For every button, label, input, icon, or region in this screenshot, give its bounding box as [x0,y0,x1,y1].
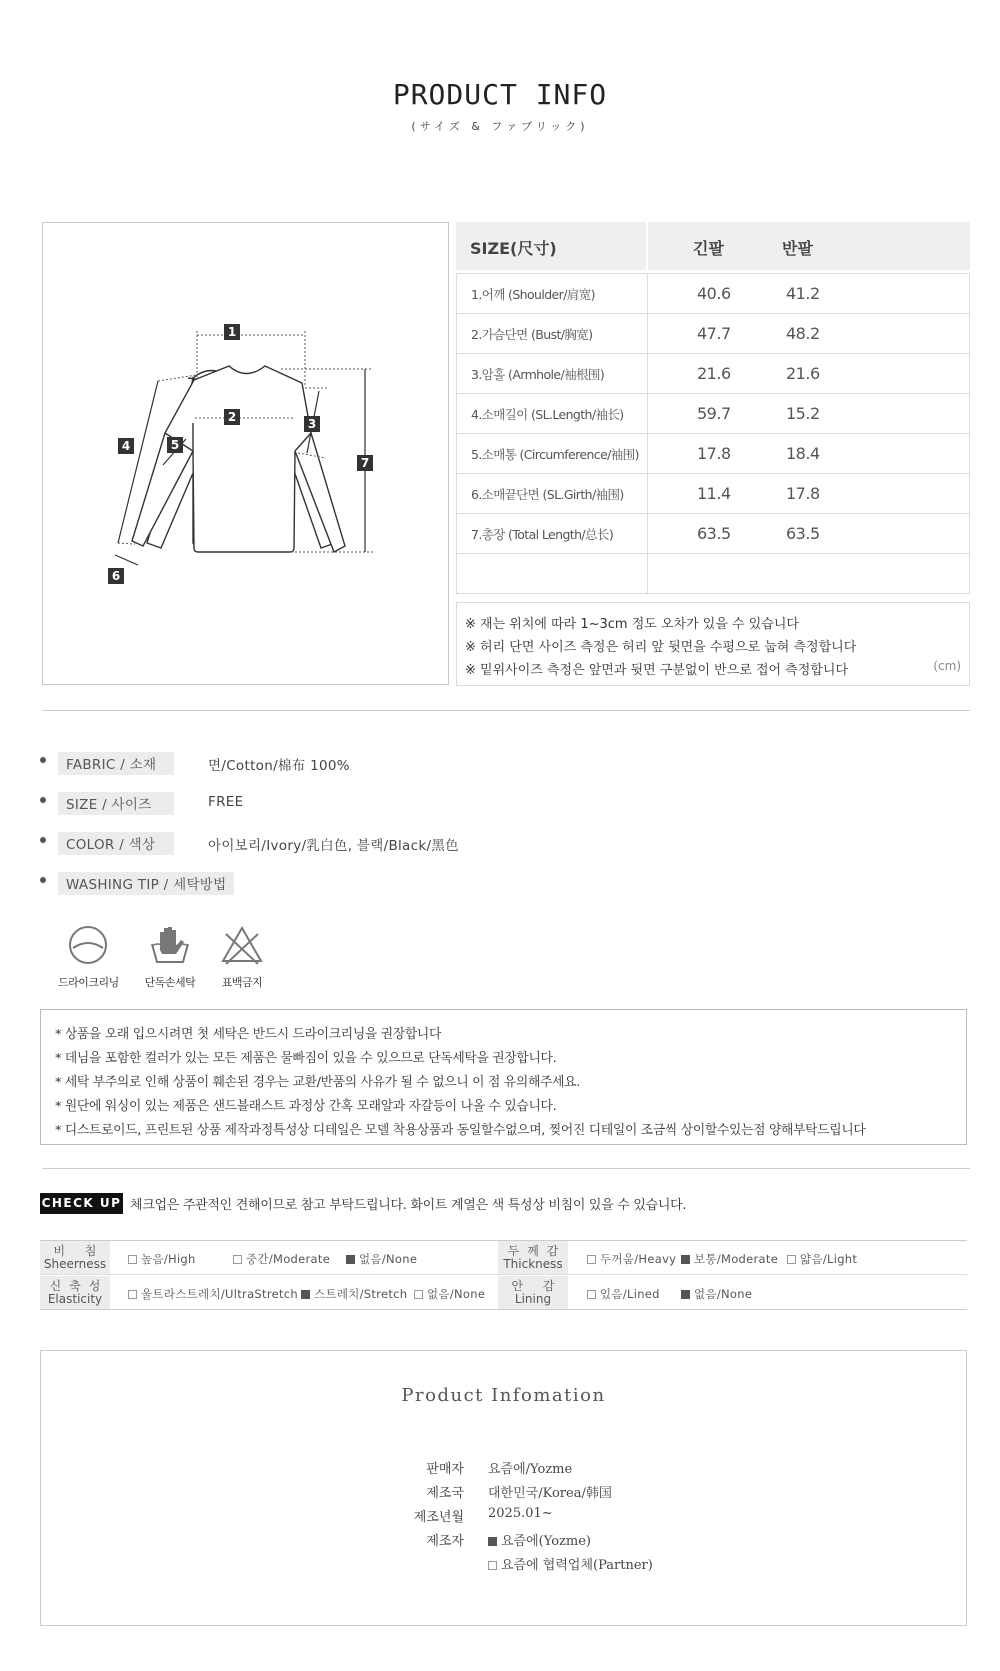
elasticity-option[interactable]: 스트레치/Stretch [301,1286,407,1302]
care-note: * 데님을 포함한 컬러가 있는 모든 제품은 물빠짐이 있을 수 있으므로 단독세탁을 권장합니다. [55,1051,557,1066]
table-row: 4.소매길이 (SL.Length/袖长) 59.7 15.2 [456,394,970,434]
info-value: 요즘에/Yozme [488,1462,573,1477]
care-note: * 세탁 부주의로 인해 상품이 훼손된 경우는 교환/반품의 사유가 될 수 없으니 이 점 유의해주세요. [55,1075,580,1090]
marker-3: 3 [307,417,317,431]
marker-6: 6 [111,569,121,583]
product-information-title: Product Infomation [401,1385,606,1406]
marker-1: 1 [227,325,237,339]
info-value: 2025.01~ [488,1506,553,1521]
garment-diagram [42,222,449,685]
elasticity-option[interactable]: 없음/None [414,1286,485,1302]
sheerness-option[interactable]: 높음/High [128,1251,196,1267]
sheerness-label: 비 침 Sheerness [40,1241,110,1274]
lining-option[interactable]: 없음/None [681,1286,752,1302]
table-row: 1.어깨 (Shoulder/肩宽) 40.6 41.2 [456,273,970,314]
product-information-box [40,1350,967,1626]
info-label: 제조자 [426,1534,464,1549]
table-row: 7.총장 (Total Length/总长) 63.5 63.5 [456,514,970,554]
spec-value: FREE [208,794,244,810]
dry-clean: 드라이크리닝 [58,924,118,990]
spec-label: WASHING TIP / 세탁방법 [58,872,234,895]
care-notes-box [40,1009,967,1145]
hand-wash-icon [148,922,192,966]
check-up-badge: CHECK UP [40,1193,123,1214]
marker-5: 5 [170,438,180,452]
divider [42,1168,970,1169]
marker-7: 7 [360,456,370,470]
manufacturer-option[interactable]: 요즘에(Yozme) [488,1530,591,1549]
spec-value: 아이보리/Ivory/乳白色, 블랙/Black/黑色 [208,838,459,854]
size-column-header: SIZE(尺寸) [470,239,557,258]
long-sleeve-column-header: 긴팔 [693,239,724,258]
manufacturer-option[interactable]: 요즘에 협력업체(Partner) [488,1554,653,1573]
thickness-option[interactable]: 얇음/Light [787,1251,857,1267]
lining-label: 안 감 Lining [498,1276,568,1309]
marker-2: 2 [227,410,237,424]
page-title: PRODUCT INFO [392,78,608,111]
size-table [456,222,970,594]
spec-label: SIZE / 사이즈 [58,792,174,815]
care-note: * 상품을 오래 입으시려면 첫 세탁은 반드시 드라이크리닝을 권장합니다 [55,1027,442,1042]
table-row-empty [456,554,970,594]
note-line: ※ 밑위사이즈 측정은 앞면과 뒷면 구분없이 반으로 접어 측정합니다 [465,663,849,678]
info-label: 제조년월 [413,1510,464,1525]
tshirt-diagram-svg [43,223,448,684]
table-row: 5.소매통 (Circumference/袖围) 17.8 18.4 [456,434,970,474]
info-label: 제조국 [426,1486,464,1501]
no-bleach-icon [220,924,264,966]
elasticity-label: 신축성 Elasticity [40,1276,110,1309]
info-value: 대한민국/Korea/韩国 [488,1486,612,1501]
table-row: 2.가슴단면 (Bust/胸宽) 47.7 48.2 [456,314,970,354]
table-row: 6.소매끝단면 (SL.Girth/袖围) 11.4 17.8 [456,474,970,514]
note-line: ※ 허리 단면 사이즈 측정은 허리 앞 뒷면을 수평으로 눕혀 측정합니다 [465,640,857,655]
unit-label: (cm) [933,659,961,673]
thickness-label: 두께감 Thickness [498,1241,568,1274]
page-subtitle: (サイズ & ファブリック) [411,120,589,133]
hand-wash: 단독손세탁 [140,922,200,990]
spec-label: FABRIC / 소재 [58,752,174,775]
short-sleeve-column-header: 반팔 [782,239,813,258]
care-note: * 원단에 워싱이 있는 제품은 샌드블래스트 과정상 간혹 모래알과 자갈등이 나올 수 있습니다. [55,1099,557,1114]
thickness-option[interactable]: 두꺼움/Heavy [587,1251,676,1267]
care-note: * 디스트로이드, 프린트된 상품 제작과정특성상 디테일은 모델 착용상품과 동일할수없으며, 찢어진 디테일이 조금씩 상이할수있는점 양해부탁드립니다 [55,1123,866,1138]
info-label: 판매자 [426,1462,464,1477]
lining-option[interactable]: 있음/Lined [587,1286,660,1302]
note-line: ※ 재는 위치에 따라 1~3cm 정도 오차가 있을 수 있습니다 [465,617,799,632]
check-up-text: 체크업은 주관적인 견해이므로 참고 부탁드립니다. 화이트 계열은 색 특성상 비침이 있을 수 있습니다. [130,1198,687,1213]
table-row: 3.암홀 (Armhole/袖根围) 21.6 21.6 [456,354,970,394]
dry-clean-icon [67,924,109,966]
divider [42,710,970,711]
size-table-header [456,222,970,270]
spec-value: 면/Cotton/棉布 100% [208,758,350,774]
sheerness-option[interactable]: 중간/Moderate [233,1251,330,1267]
measurement-notes [456,602,970,686]
thickness-option[interactable]: 보통/Moderate [681,1251,778,1267]
sheerness-option[interactable]: 없음/None [346,1251,417,1267]
spec-label: COLOR / 색상 [58,832,174,855]
no-bleach: 표백금지 [212,924,272,990]
elasticity-option[interactable]: 울트라스트레치/UltraStretch [128,1286,298,1302]
fabric-properties-table [40,1240,967,1310]
marker-4: 4 [121,439,131,453]
